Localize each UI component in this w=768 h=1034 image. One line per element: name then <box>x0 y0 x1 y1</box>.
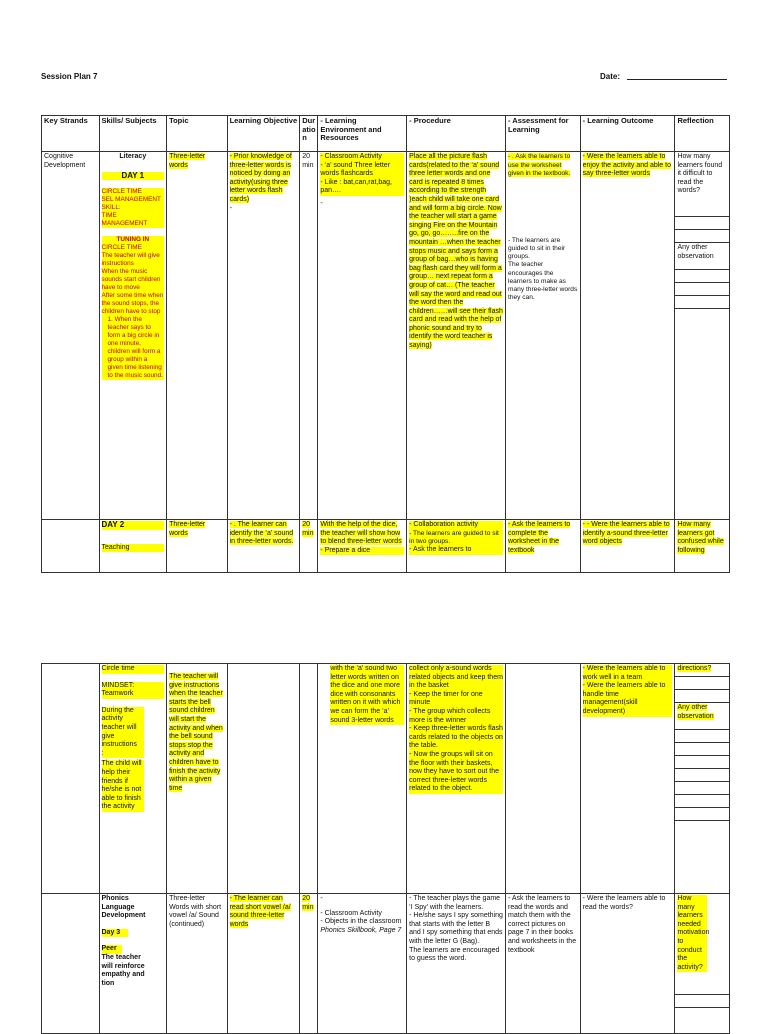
tuning-in-label: TUNING IN <box>102 236 165 244</box>
col-skills-subjects: Skills/ Subjects <box>99 116 167 152</box>
objective-cell-day1 <box>227 152 300 520</box>
col-learning-objective: Learning Objective <box>227 116 300 152</box>
environment-cell-continued <box>318 664 407 894</box>
peer-label: Peer <box>102 945 122 954</box>
subject-cell-continued <box>99 664 167 894</box>
sel-label: SEL MANAGEMENT SKILL: <box>102 196 165 212</box>
topic-cell-continued <box>167 664 228 894</box>
phonics-subject: Phonics Language Development <box>101 895 146 920</box>
peer-text: The teacher will reinforce empathy and tion <box>101 953 145 987</box>
env-item-day3-3: Phonics Skillbook, Page 7 <box>320 926 402 934</box>
procedure-cont-2: - Keep the timer for one minute <box>409 691 503 708</box>
reflection-line <box>675 676 729 689</box>
reflection-line <box>675 807 729 820</box>
key-strand-cell-empty <box>42 894 100 1034</box>
env-dash-day3: - <box>320 895 323 902</box>
duration-cell-day1: 20 min <box>300 152 318 520</box>
topic-text-continued: The teacher will give instructions when the teacher starts the bell sound children will start the activity and when the bell sound stops stop the activity and children have to finish the activity within a given time <box>169 673 223 792</box>
session-plan-table-part-2 <box>41 663 730 1034</box>
outcome-text-day2: - - Were the learners able to identify a-sound three-letter word objects <box>582 521 670 546</box>
col-procedure: - Procedure <box>407 116 506 152</box>
topic-cell-day1 <box>167 152 228 520</box>
circle-time-text: Circle time <box>102 665 165 674</box>
objective-cell-day3 <box>227 894 300 1034</box>
procedure-day3-1: - The teacher plays the game ‘I Spy’ with the learners. <box>409 895 501 911</box>
session-plan-table-part-1 <box>41 115 730 573</box>
circle-time-label: CIRCLE TIME <box>102 188 165 196</box>
date-label: Date: <box>600 72 621 81</box>
colon-text: : <box>102 750 144 759</box>
table-row-day3 <box>42 894 730 1034</box>
assessment-cell-day2 <box>506 520 581 573</box>
environment-cell-day1 <box>318 152 407 520</box>
col-topic: Topic <box>167 116 228 152</box>
env-item-day3-2: - Objects in the classroom <box>320 918 402 926</box>
header-row <box>42 116 730 152</box>
reflection-question: How many learners found it difficult to read the words? <box>677 153 723 195</box>
outcome-cell-day3 <box>580 894 675 1034</box>
subject-label: Literacy <box>119 153 147 160</box>
objective-text-day3: - The learner can read short vowel /a/ sound three-letter words <box>229 895 291 928</box>
subject-cell-day1 <box>99 152 167 520</box>
outcome-cell-day1 <box>580 152 675 520</box>
col-learning-environment: - Learning Environment and Resources <box>318 116 407 152</box>
env-dash: - <box>320 199 323 207</box>
reflection-line <box>675 994 729 1007</box>
during-activity-text: During the activity teacher will give instructions <box>102 707 144 750</box>
reflection-line <box>675 216 729 229</box>
reflection-cell-day2 <box>675 520 730 573</box>
procedure-cont-1: collect only a-sound words related objects and keep them in the basket <box>409 665 503 690</box>
procedure-cont-4: - Keep three-letter words flash cards related to the objects on the table. <box>409 725 503 750</box>
objective-cell-continued <box>227 664 300 894</box>
env-item-1: - Classroom Activity <box>320 153 404 162</box>
reflection-line <box>675 282 729 295</box>
time-management-label: TIME MANAGEMENT <box>102 212 165 228</box>
reflection-line <box>675 308 729 321</box>
col-key-strands: Key Strands <box>42 116 100 152</box>
reflection-line <box>675 1007 729 1020</box>
teacher-instruction-text: The teacher will give instructions <box>102 252 165 268</box>
reflection-cell-continued <box>675 664 730 894</box>
col-learning-outcome: - Learning Outcome <box>580 116 675 152</box>
reflection-line <box>675 820 729 833</box>
subject-cell-day2 <box>99 520 167 573</box>
env-item-2: - ‘a’ sound Three letter words flashcards <box>320 162 404 179</box>
objective-dash: - <box>229 204 232 212</box>
assessment-cell-day1 <box>506 152 581 520</box>
topic-text: Three-letter words <box>169 153 206 169</box>
reflection-cell-day1 <box>675 152 730 520</box>
col-duration: Dur atio n <box>300 116 318 152</box>
reflection-text-day2: How many learners got confused while following <box>677 521 724 554</box>
env-text-day2: With the help of the dice, the teacher will show how to blend three-letter words <box>320 521 402 546</box>
reflection-line <box>675 295 729 308</box>
procedure-cont-3: - The group which collects more is the winner <box>409 708 503 725</box>
assessment-cell-day3: - Ask the learners to read the words and match them with the correct pictures on page 7 in their books and worksheets in the textbook <box>506 894 581 1034</box>
circle-time-label-2: CIRCLE TIME <box>102 244 165 252</box>
env-item-day3-1: - Classroom Activity <box>320 909 382 917</box>
objective-cell-day2 <box>227 520 300 573</box>
assessment-text-1: - . Ask the learners to use the worksheet given in the textbook. <box>508 153 571 178</box>
reflection-line <box>675 755 729 768</box>
duration-cell-day3 <box>300 894 318 1034</box>
music-text: When the music sounds start children have to move <box>102 268 165 292</box>
table-row-day1 <box>42 152 730 520</box>
reflection-other-continued: Any other observation <box>677 704 714 720</box>
child-help-text: The child will help their friends if he/she is not able to finish the activity <box>101 760 142 811</box>
reflection-line <box>675 269 729 282</box>
teaching-label: Teaching <box>102 544 165 553</box>
step-one-text: 1. When the teacher says to form a big circle in one minute, children will form a group within a given time listening to the music sound. <box>102 316 165 380</box>
day-label: DAY 1 <box>102 172 165 181</box>
assessment-text-3: The teacher encourages the learners to make as many three-letter words they can. <box>508 261 578 302</box>
assessment-text-day2: - Ask the learners to complete the worksheet in the textbook <box>508 521 571 554</box>
reflection-other: Any other observation <box>675 242 729 269</box>
procedure-cell-continued <box>407 664 506 894</box>
procedure-text: Place all the picture flash cards(related to the ‘a’ sound three letter words and one card is repeated 8 times according to the strength )each child will take one card and will form a big circle. Now the teacher will start a game singing Fire on the Mountain go, go, go……..fire on the mountain …when the teacher stops music and says form a group of bag…who is having bag flash card they will form a group… next repeat form a group of cat… (The teacher will say the word and read out the word then the children……will see their flash card and read with the help of phonic sound and try to identify the word teacher is saying) <box>409 153 503 350</box>
reflection-line <box>675 729 729 742</box>
duration-text-day2: 20 min <box>302 521 314 537</box>
outcome-text-day3: - Were the learners able to read the words? <box>582 895 666 911</box>
reflection-line <box>675 768 729 781</box>
reflection-line <box>675 742 729 755</box>
day3-label: Day 3 <box>102 929 128 938</box>
mindset-text: MINDSET: Teamwork <box>102 682 165 699</box>
outcome-cont-2: - Were the learners able to handle time management(skill development) <box>583 682 673 716</box>
reflection-cell-day3 <box>675 894 730 1034</box>
assessment-text-2: - The learners are guided to sit in their groups. <box>508 236 566 261</box>
env-item-3: - Like : bat,can,rat,bag, pan…. <box>320 179 404 196</box>
outcome-text: - Were the learners able to enjoy the activity and able to say three-letter words <box>582 153 671 178</box>
env-text-continued: with the ‘a’ sound two letter words written on the dice and one more dice with consonants written on it with which we can form the ‘a’ sound 3-letter words <box>330 665 404 725</box>
topic-cell-day3: Three-letter Words with short vowel /a/ Sound (continued) <box>167 894 228 1034</box>
procedure-cell-day1 <box>407 152 506 520</box>
duration-cell-day2 <box>300 520 318 573</box>
procedure-cell-day3 <box>407 894 506 1034</box>
reflection-line <box>675 229 729 242</box>
reflection-directions: directions? <box>677 665 712 672</box>
procedure-item-1: - Collaboration activity <box>409 521 503 530</box>
duration-cell-continued <box>300 664 318 894</box>
assessment-cell-continued <box>506 664 581 894</box>
table-row-day2 <box>42 520 730 573</box>
env-text-day2-dice: - Prepare a dice <box>320 547 404 556</box>
topic-cell-day2 <box>167 520 228 573</box>
date-line <box>627 79 727 80</box>
outcome-cell-continued <box>580 664 675 894</box>
key-strand-cell: Cognitive Development <box>42 152 100 520</box>
reflection-line <box>675 794 729 807</box>
outcome-cell-day2 <box>580 520 675 573</box>
procedure-item-2: - The learners are guided to sit in two groups. <box>409 530 503 546</box>
reflection-text-day3: How many learners needed motivation to conduct the activity? <box>677 895 710 971</box>
duration-text-day3: 20 min <box>302 895 314 911</box>
objective-text-day2: - . The learner can identify the ‘a’ sound in three-letter words. <box>229 521 294 546</box>
col-reflection: Reflection <box>675 116 730 152</box>
key-strand-cell-empty <box>42 664 100 894</box>
procedure-item-3: - Ask the learners to <box>409 546 503 555</box>
outcome-cont-1: - Were the learners able to work well in a team <box>583 665 673 682</box>
procedure-cell-day2 <box>407 520 506 573</box>
environment-cell-day3 <box>318 894 407 1034</box>
session-title: Session Plan 7 <box>41 72 98 81</box>
objective-text: - Prior knowledge of three-letter words is noticed by doing an activity(using three letter words flash cards) <box>229 153 292 203</box>
sound-stops-text: After some time when the sound stops, the children have to stop <box>101 292 164 316</box>
topic-text-day2: Three-letter words <box>169 521 206 537</box>
procedure-cont-5: - Now the groups will sit on the floor with their baskets, now they have to sort out the correct three-letter words related to the object. <box>409 751 503 794</box>
col-assessment: - Assessment for Learning <box>506 116 581 152</box>
key-strand-cell-empty <box>42 520 100 573</box>
table-row-continued <box>42 664 730 894</box>
reflection-line <box>675 689 729 702</box>
procedure-day3-2: - He/she says I spy something that starts with the letter B and I spy something that ends with the letter G (Bag). <box>409 912 503 945</box>
subject-cell-day3 <box>99 894 167 1034</box>
environment-cell-day2 <box>318 520 407 573</box>
reflection-line <box>675 781 729 794</box>
day2-label: DAY 2 <box>102 521 165 530</box>
procedure-day3-3: The learners are encouraged to guess the word. <box>409 946 500 963</box>
